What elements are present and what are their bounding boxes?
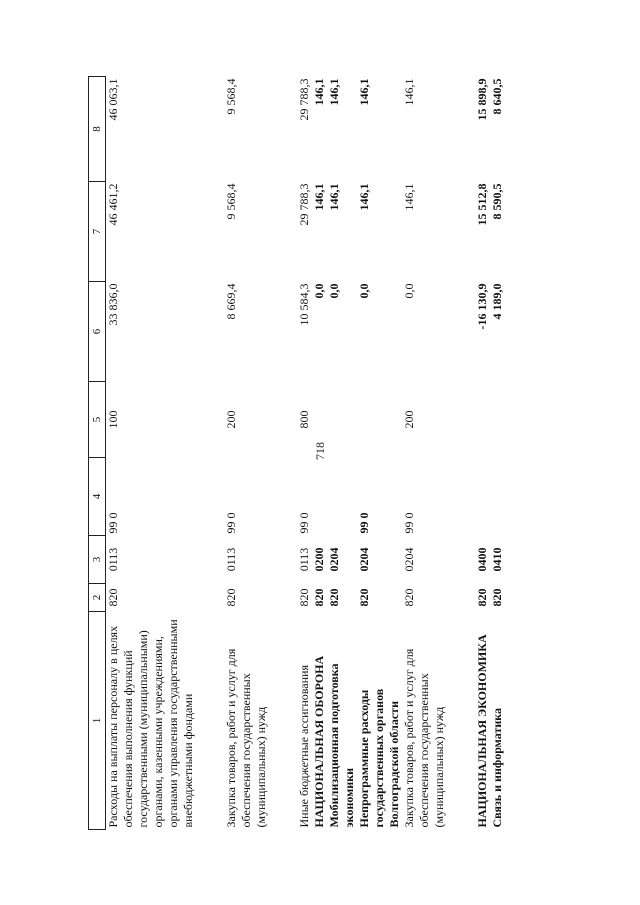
row-value-6: -16 130,9 bbox=[475, 283, 489, 330]
row-value-8: 46 063,1 bbox=[106, 78, 120, 121]
row-section: 0204 bbox=[357, 547, 371, 572]
table-row bbox=[312, 77, 327, 830]
row-value-6: 8 669,4 bbox=[224, 283, 238, 320]
row-section: 0200 bbox=[312, 547, 326, 572]
table-row bbox=[475, 77, 490, 830]
row-expense-type bbox=[357, 382, 402, 458]
header-cell-1: 1 bbox=[89, 612, 106, 830]
row-expense-type: 800 bbox=[297, 410, 311, 429]
row-ved: 820 bbox=[402, 588, 416, 607]
row-value-7: 146,1 bbox=[357, 183, 371, 211]
page-number: 718 bbox=[313, 442, 327, 460]
row-value-8: 15 898,9 bbox=[475, 78, 489, 121]
row-value-7: 9 568,4 bbox=[224, 183, 238, 220]
row-target-article: 99 0 bbox=[224, 512, 238, 534]
header-cell-7: 7 bbox=[89, 182, 106, 282]
row-value-8: 8 640,5 bbox=[490, 78, 504, 115]
row-value-8: 9 568,4 bbox=[224, 78, 238, 115]
row-value-8: 146,1 bbox=[357, 78, 371, 106]
row-target-article: 99 0 bbox=[106, 512, 120, 534]
row-section: 0113 bbox=[224, 547, 238, 572]
row-expense-type bbox=[490, 382, 505, 458]
row-value-7: 46 461,2 bbox=[106, 183, 120, 226]
row-value-8: 146,1 bbox=[402, 78, 416, 106]
row-value-7: 146,1 bbox=[402, 183, 416, 211]
row-target-article: 99 0 bbox=[357, 512, 371, 534]
header-cell-2: 2 bbox=[89, 584, 106, 612]
row-name: Закупка товаров, работ и услуг для обеспечения государственных (муниципальных) нужд bbox=[224, 648, 268, 828]
row-value-7: 15 512,8 bbox=[475, 183, 489, 226]
row-name: Мобилизационная подготовка экономики bbox=[327, 663, 356, 828]
row-ved: 820 bbox=[357, 588, 371, 607]
row-value-6: 0,0 bbox=[312, 283, 326, 299]
row-name: Расходы на выплаты персоналу в целях обеспечения выполнения функций государственными (муниципальными) органами, казенными учреждениями, органами управления государственными внебюджетными фондами bbox=[106, 619, 195, 828]
row-ved: 820 bbox=[106, 588, 120, 607]
budget-table bbox=[88, 76, 505, 830]
row-target-article: 99 0 bbox=[402, 512, 416, 534]
row-value-7: 146,1 bbox=[327, 183, 341, 211]
table-row bbox=[402, 77, 475, 830]
row-expense-type: 100 bbox=[106, 410, 120, 429]
row-section: 0113 bbox=[297, 547, 311, 572]
row-section: 0204 bbox=[327, 547, 341, 572]
header-row bbox=[89, 77, 106, 830]
row-expense-type bbox=[312, 382, 327, 458]
row-value-7: 29 788,3 bbox=[297, 183, 311, 226]
table-row bbox=[357, 77, 402, 830]
row-value-6: 0,0 bbox=[402, 283, 416, 299]
row-value-8: 146,1 bbox=[327, 78, 341, 106]
row-target-article bbox=[312, 458, 327, 536]
row-ved: 820 bbox=[475, 588, 489, 607]
row-value-6: 33 836,0 bbox=[106, 283, 120, 326]
row-ved: 820 bbox=[312, 588, 326, 607]
header-cell-8: 8 bbox=[89, 77, 106, 182]
table-row bbox=[490, 77, 505, 830]
row-value-6: 10 584,3 bbox=[297, 283, 311, 326]
row-section: 0400 bbox=[475, 547, 489, 572]
table-row bbox=[297, 77, 312, 830]
row-section: 0410 bbox=[490, 547, 504, 572]
row-target-article bbox=[327, 458, 357, 536]
row-section: 0204 bbox=[402, 547, 416, 572]
row-value-7: 8 590,5 bbox=[490, 183, 504, 220]
row-ved: 820 bbox=[297, 588, 311, 607]
row-name: Иные бюджетные ассигнования bbox=[297, 665, 311, 828]
row-value-6: 0,0 bbox=[357, 283, 371, 299]
row-ved: 820 bbox=[224, 588, 238, 607]
header-cell-3: 3 bbox=[89, 536, 106, 584]
header-cell-6: 6 bbox=[89, 282, 106, 382]
row-value-7: 146,1 bbox=[312, 183, 326, 211]
row-expense-type bbox=[327, 382, 357, 458]
header-cell-5: 5 bbox=[89, 382, 106, 458]
row-expense-type: 200 bbox=[402, 410, 416, 429]
table-row bbox=[106, 77, 225, 830]
row-name: Закупка товаров, работ и услуг для обеспечения государственных (муниципальных) нужд bbox=[402, 648, 446, 828]
row-value-6: 4 189,0 bbox=[490, 283, 504, 320]
row-target-article: 99 0 bbox=[297, 512, 311, 534]
row-target-article bbox=[490, 458, 505, 536]
row-expense-type bbox=[475, 382, 490, 458]
row-section: 0113 bbox=[106, 547, 120, 572]
row-name: Непрограммные расходы государственных органов Волгоградской области bbox=[357, 688, 401, 828]
row-name: Связь и информатика bbox=[490, 707, 504, 828]
header-cell-4: 4 bbox=[89, 458, 106, 536]
row-ved: 820 bbox=[327, 588, 341, 607]
row-value-8: 146,1 bbox=[312, 78, 326, 106]
row-target-article bbox=[475, 458, 490, 536]
table-row bbox=[224, 77, 297, 830]
row-name: НАЦИОНАЛЬНАЯ ЭКОНОМИКА bbox=[475, 634, 489, 828]
row-ved: 820 bbox=[490, 588, 504, 607]
table-row bbox=[327, 77, 357, 830]
row-expense-type: 200 bbox=[224, 410, 238, 429]
row-name: НАЦИОНАЛЬНАЯ ОБОРОНА bbox=[312, 655, 326, 828]
row-value-8: 29 788,3 bbox=[297, 78, 311, 121]
row-value-6: 0,0 bbox=[327, 283, 341, 299]
